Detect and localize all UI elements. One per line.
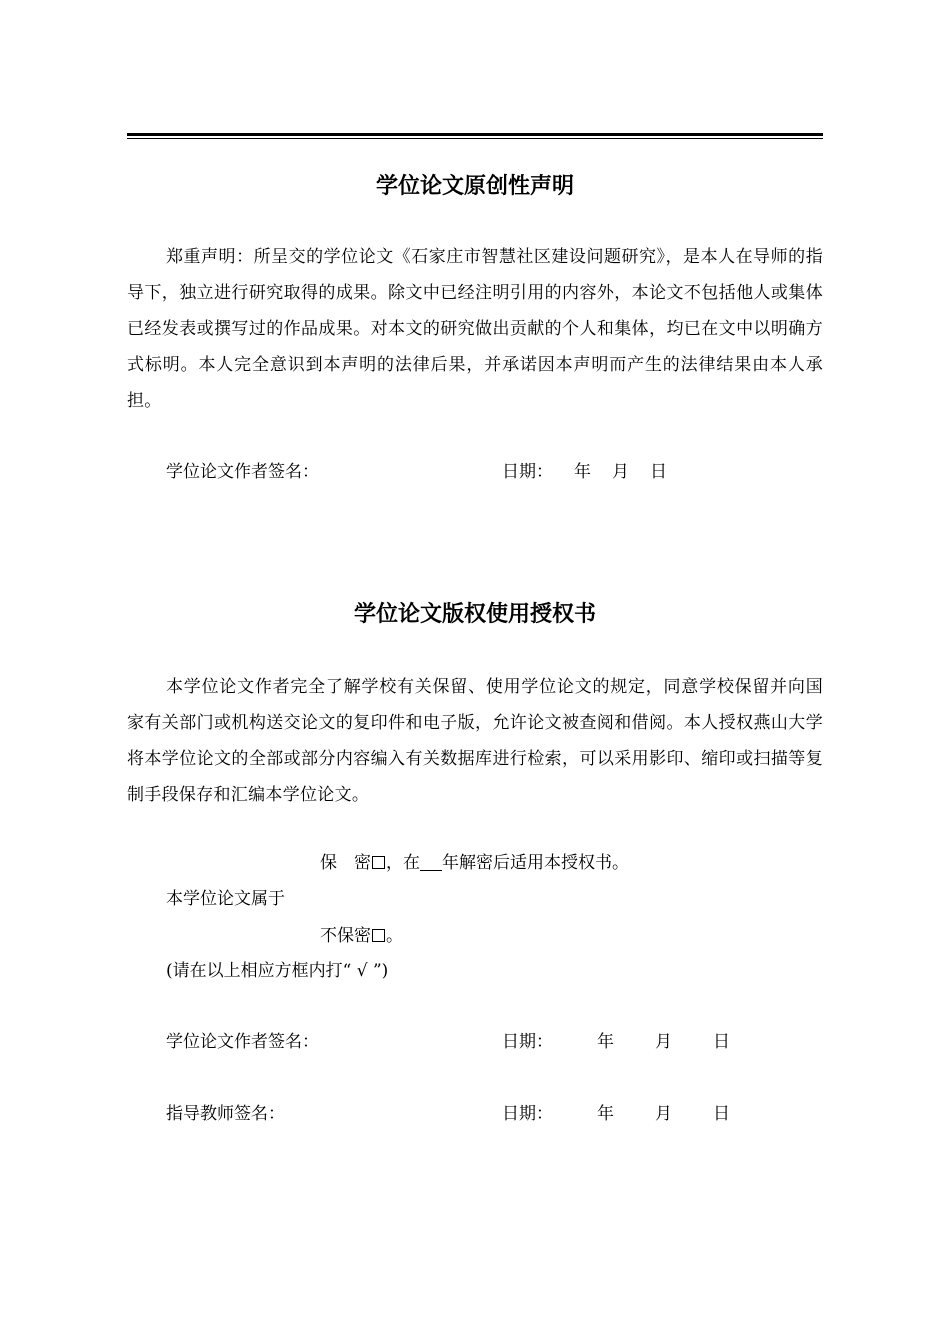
declaration-body: 郑重声明：所呈交的学位论文《石家庄市智慧社区建设问题研究》，是本人在导师的指导下，独立进行研究取得的成果。除文中已经注明引用的内容外，本论文不包括他人或集体已经发表或撰写过的作品成果。对本文的研究做出贡献的个人和集体，均已在文中以明确方式标明。本人完全意识到本声明的法律后果，并承诺因本声明而产生的法律结果由本人承担。 — [127, 247, 823, 411]
secret-checkbox[interactable] — [372, 856, 385, 869]
authorization-author-year-label: 年 — [597, 1032, 614, 1052]
advisor-month-label: 月 — [655, 1104, 672, 1124]
authorization-author-signature-label: 学位论文作者签名： — [166, 1032, 319, 1052]
option-public-end: 。 — [386, 926, 403, 946]
authorization-author-date-label: 日期： — [502, 1032, 553, 1052]
advisor-year-label: 年 — [597, 1104, 614, 1124]
checkbox-instruction: (请在以上相应方框内打“ √ ”) — [166, 961, 389, 981]
declaration-date-label: 日期： — [502, 462, 553, 482]
option-public-line — [320, 924, 403, 948]
public-checkbox[interactable] — [372, 929, 385, 942]
advisor-day-label: 日 — [713, 1104, 730, 1124]
top-double-rule-thick — [127, 133, 823, 136]
declaration-day-label: 日 — [650, 462, 667, 482]
option-public-label: 不保密 — [320, 926, 371, 946]
option-secret-label: 保 密 — [320, 853, 371, 873]
top-double-rule-thin — [127, 138, 823, 139]
option-secret-line — [320, 851, 629, 875]
declaration-title: 学位论文原创性声明 — [375, 174, 574, 199]
belongs-label: 本学位论文属于 — [166, 889, 285, 909]
option-secret-in: ，在 — [386, 853, 420, 873]
advisor-signature-label: 指导教师签名： — [166, 1104, 285, 1124]
option-secret-rest: 年解密后适用本授权书。 — [442, 853, 629, 873]
advisor-date-label: 日期： — [502, 1104, 553, 1124]
declaration-month-label: 月 — [612, 462, 629, 482]
authorization-title: 学位论文版权使用授权书 — [353, 602, 596, 627]
authorization-author-month-label: 月 — [655, 1032, 672, 1052]
decrypt-years-blank[interactable] — [420, 853, 442, 871]
authorization-author-day-label: 日 — [713, 1032, 730, 1052]
authorization-body: 本学位论文作者完全了解学校有关保留、使用学位论文的规定，同意学校保留并向国家有关部门或机构送交论文的复印件和电子版，允许论文被查阅和借阅。本人授权燕山大学将本学位论文的全部或部分内容编入有关数据库进行检索，可以采用影印、缩印或扫描等复制手段保存和汇编本学位论文。 — [127, 677, 823, 805]
declaration-year-label: 年 — [574, 462, 591, 482]
declaration-author-signature-label: 学位论文作者签名： — [166, 462, 319, 482]
